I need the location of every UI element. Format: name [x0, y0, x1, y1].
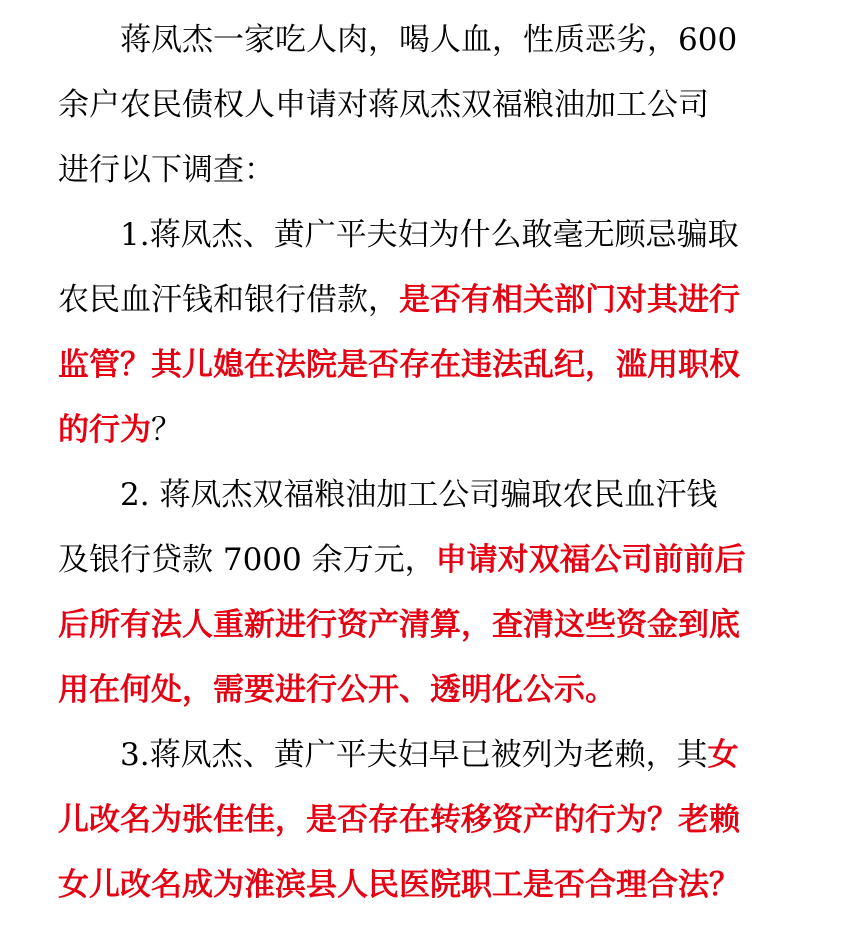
item-3-line-2 [58, 800, 778, 840]
item-2-line-3 [58, 605, 778, 645]
body-text: 及银行贷款 7000 余万元， [58, 542, 436, 578]
item-2-line-1 [58, 475, 778, 515]
item-1-line-4 [58, 410, 778, 450]
item-3-line-1 [58, 735, 778, 775]
highlighted-text: 后所有法人重新进行资产清算，查清这些资金到底 [58, 607, 740, 643]
highlighted-text: 申请对双福公司前前后 [435, 542, 746, 578]
item-3-line-3 [58, 865, 778, 905]
item-1-line-2 [58, 280, 778, 320]
body-text: 进行以下调查： [58, 152, 275, 188]
paragraph-intro-line-1 [58, 20, 778, 60]
body-text: 2. 蒋凤杰双福粮油加工公司骗取农民血汗钱 [58, 477, 718, 513]
body-text: 3.蒋凤杰、黄广平夫妇早已被列为老赖，其 [58, 737, 708, 773]
item-1-line-1 [58, 215, 778, 255]
body-text: 余户农民债权人申请对蒋凤杰双福粮油加工公司 [58, 87, 709, 123]
body-text: ？ [151, 412, 182, 448]
body-text: 1.蒋凤杰、黄广平夫妇为什么敢毫无顾忌骗取 [58, 217, 739, 253]
highlighted-text: 的行为 [58, 412, 151, 448]
highlighted-text: 女 [707, 737, 739, 773]
highlighted-text: 儿改名为张佳佳，是否存在转移资产的行为？老赖 [58, 802, 740, 838]
highlighted-text: 是否有相关部门对其进行 [399, 282, 740, 318]
item-2-line-4 [58, 670, 778, 710]
highlighted-text: 监管？其儿媳在法院是否存在违法乱纪，滥用职权 [58, 347, 740, 383]
highlighted-text: 用在何处，需要进行公开、透明化公示。 [58, 672, 616, 708]
paragraph-intro-line-2 [58, 85, 778, 125]
paragraph-intro-line-3 [58, 150, 778, 190]
item-2-line-2 [58, 540, 778, 580]
item-1-line-3 [58, 345, 778, 385]
body-text: 蒋凤杰一家吃人肉，喝人血，性质恶劣，600 [58, 22, 738, 58]
highlighted-text: 女儿改名成为淮滨县人民医院职工是否合理合法？ [58, 867, 740, 903]
body-text: 农民血汗钱和银行借款， [58, 282, 399, 318]
